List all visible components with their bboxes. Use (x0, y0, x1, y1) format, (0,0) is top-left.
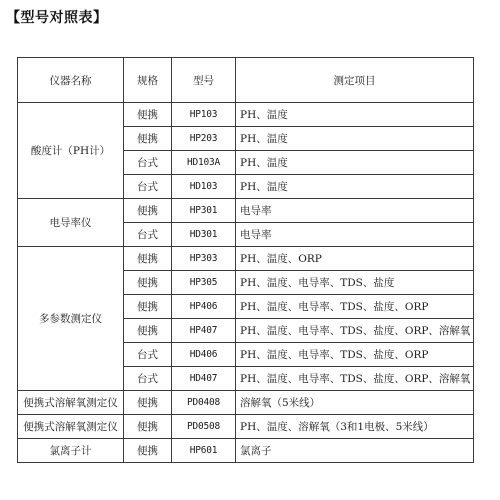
instrument-name-cell: 多参数测定仪 (18, 247, 124, 391)
instrument-name-cell: 便携式溶解氧测定仪 (18, 415, 124, 439)
table-row (18, 103, 474, 127)
instrument-name-cell: 氯离子计 (18, 439, 124, 463)
measured-items-cell: 电导率 (236, 199, 474, 223)
measured-items-cell: PH、温度、溶解氧（3和1电极、5米线） (236, 415, 474, 439)
spec-cell: 台式 (124, 367, 172, 391)
model-cell: PD0408 (172, 391, 236, 415)
model-cell: HP601 (172, 439, 236, 463)
page-title: 【型号对照表】 (6, 10, 108, 26)
measured-items-cell: 氯离子 (236, 439, 474, 463)
table-row (18, 439, 474, 463)
measured-items-cell: PH、温度、电导率、TDS、盐度、ORP (236, 295, 474, 319)
spec-cell: 便携 (124, 199, 172, 223)
model-cell: HP406 (172, 295, 236, 319)
spec-cell: 便携 (124, 103, 172, 127)
spec-cell: 台式 (124, 151, 172, 175)
header-instrument-name: 仪器名称 (18, 58, 124, 103)
model-cell: HD301 (172, 223, 236, 247)
model-comparison-table (17, 57, 474, 463)
measured-items-cell: PH、温度 (236, 103, 474, 127)
measured-items-cell: PH、温度 (236, 175, 474, 199)
spec-cell: 台式 (124, 223, 172, 247)
model-cell: HP305 (172, 271, 236, 295)
model-cell: HD103 (172, 175, 236, 199)
spec-cell: 便携 (124, 271, 172, 295)
table-row (18, 415, 474, 439)
spec-cell: 便携 (124, 439, 172, 463)
instrument-name-cell: 酸度计（PH计） (18, 103, 124, 199)
instrument-name-cell: 电导率仪 (18, 199, 124, 247)
model-cell: HP303 (172, 247, 236, 271)
measured-items-cell: PH、温度、电导率、TDS、盐度、ORP (236, 343, 474, 367)
spec-cell: 便携 (124, 415, 172, 439)
model-cell: HP407 (172, 319, 236, 343)
measured-items-cell: PH、温度、电导率、TDS、盐度 (236, 271, 474, 295)
model-cell: HP301 (172, 199, 236, 223)
instrument-name-cell: 便携式溶解氧测定仪 (18, 391, 124, 415)
table-body (18, 103, 474, 463)
model-cell: HP103 (172, 103, 236, 127)
spec-cell: 便携 (124, 127, 172, 151)
measured-items-cell: PH、温度、电导率、TDS、盐度、ORP、溶解氧 (236, 319, 474, 343)
model-cell: HP203 (172, 127, 236, 151)
spec-cell: 便携 (124, 295, 172, 319)
measured-items-cell: 电导率 (236, 223, 474, 247)
header-spec: 规格 (124, 58, 172, 103)
header-measured-items: 测定项目 (236, 58, 474, 103)
measured-items-cell: PH、温度、电导率、TDS、盐度、ORP、溶解氧 (236, 367, 474, 391)
measured-items-cell: PH、温度、ORP (236, 247, 474, 271)
model-cell: HD407 (172, 367, 236, 391)
table-header-row (18, 58, 474, 103)
measured-items-cell: PH、温度 (236, 127, 474, 151)
measured-items-cell: 溶解氧（5米线） (236, 391, 474, 415)
table-row (18, 391, 474, 415)
header-model: 型号 (172, 58, 236, 103)
spec-cell: 便携 (124, 247, 172, 271)
model-cell: PD0508 (172, 415, 236, 439)
model-cell: HD103A (172, 151, 236, 175)
spec-cell: 台式 (124, 175, 172, 199)
spec-cell: 台式 (124, 343, 172, 367)
spec-cell: 便携 (124, 319, 172, 343)
spec-cell: 便携 (124, 391, 172, 415)
table-row (18, 199, 474, 223)
measured-items-cell: PH、温度 (236, 151, 474, 175)
model-cell: HD406 (172, 343, 236, 367)
table-row (18, 247, 474, 271)
